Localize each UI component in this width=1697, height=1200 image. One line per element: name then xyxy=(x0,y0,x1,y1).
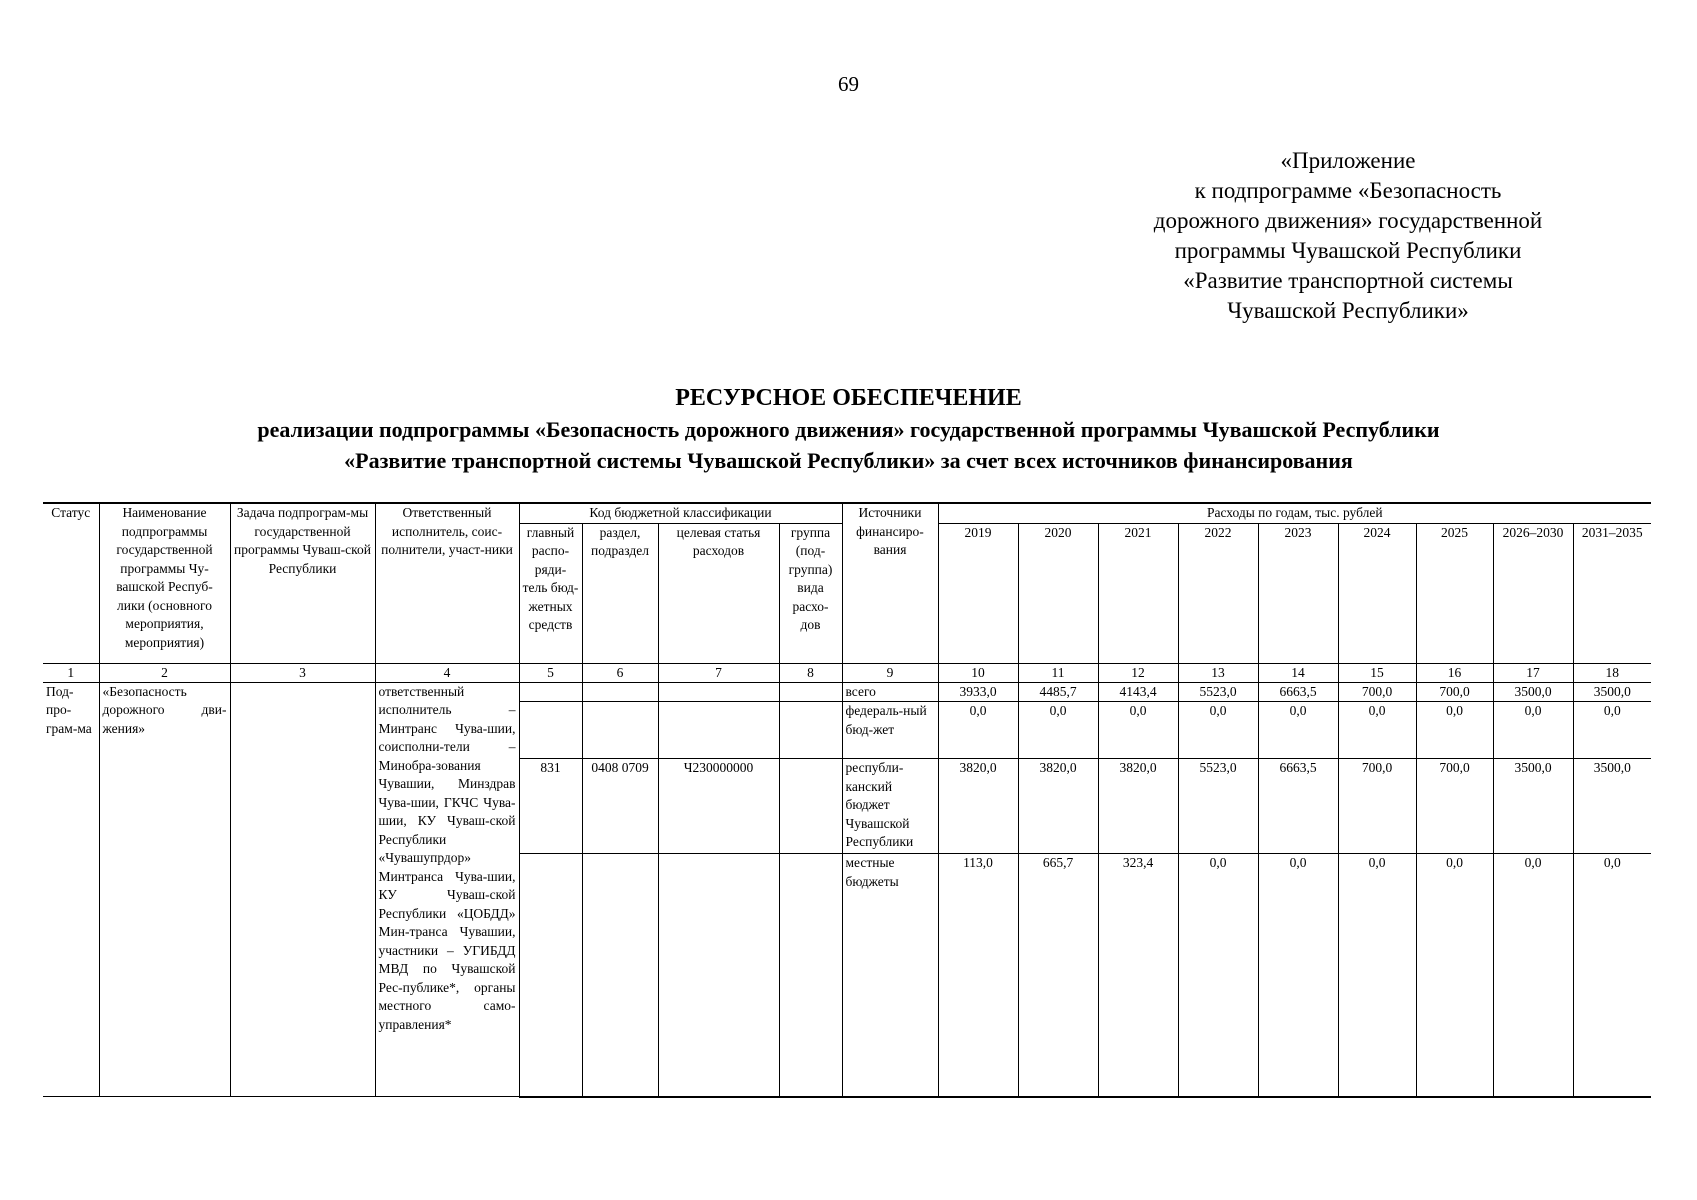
section-cell xyxy=(582,682,658,702)
column-number: 15 xyxy=(1338,663,1416,682)
column-number: 13 xyxy=(1178,663,1258,682)
section-cell: 0408 0709 xyxy=(582,759,658,854)
value-cell: 0,0 xyxy=(1178,702,1258,759)
subprogram-name: «Безопасность дорожного дви-жения» xyxy=(99,682,230,1097)
title-line: реализации подпрограммы «Безопасность дорожного движения» государственной программы Чувашской Республики xyxy=(257,417,1440,442)
value-cell: 0,0 xyxy=(1416,702,1493,759)
header-year: 2024 xyxy=(1338,523,1416,663)
value-cell: 3500,0 xyxy=(1573,682,1651,702)
table-row xyxy=(43,682,1651,702)
main-manager-cell xyxy=(519,682,582,702)
header-target-article: целевая статья расходов xyxy=(658,523,779,663)
target-article-cell xyxy=(658,682,779,702)
section-cell xyxy=(582,702,658,759)
section-cell xyxy=(582,854,658,1097)
value-cell: 0,0 xyxy=(1416,854,1493,1097)
value-cell: 3500,0 xyxy=(1573,759,1651,854)
target-article-cell: Ч230000000 xyxy=(658,759,779,854)
column-number: 18 xyxy=(1573,663,1651,682)
value-cell: 0,0 xyxy=(1573,854,1651,1097)
value-cell: 3933,0 xyxy=(938,682,1018,702)
value-cell: 700,0 xyxy=(1338,759,1416,854)
column-number: 7 xyxy=(658,663,779,682)
value-cell: 113,0 xyxy=(938,854,1018,1097)
column-number: 6 xyxy=(582,663,658,682)
value-cell: 0,0 xyxy=(1493,854,1573,1097)
header-year: 2020 xyxy=(1018,523,1098,663)
expense-group-cell xyxy=(779,854,842,1097)
appendix-line: к подпрограмме «Безопасность xyxy=(1194,178,1502,203)
column-number: 2 xyxy=(99,663,230,682)
header-executor: Ответственный исполнитель, соис-полнители, участ-ники xyxy=(375,503,519,663)
value-cell: 3820,0 xyxy=(1098,759,1178,854)
subprogram-status: Под-про-грам-ма xyxy=(43,682,99,1097)
main-manager-cell xyxy=(519,854,582,1097)
page-number: 69 xyxy=(838,72,859,96)
header-expenses-by-year: Расходы по годам, тыс. рублей xyxy=(938,503,1651,523)
value-cell: 4485,7 xyxy=(1018,682,1098,702)
value-cell: 0,0 xyxy=(1338,702,1416,759)
value-cell: 665,7 xyxy=(1018,854,1098,1097)
header-year: 2026–2030 xyxy=(1493,523,1573,663)
value-cell: 0,0 xyxy=(1178,854,1258,1097)
expense-group-cell xyxy=(779,759,842,854)
value-cell: 6663,5 xyxy=(1258,682,1338,702)
column-number: 17 xyxy=(1493,663,1573,682)
value-cell: 0,0 xyxy=(1493,702,1573,759)
header-year: 2023 xyxy=(1258,523,1338,663)
appendix-line: программы Чувашской Республики xyxy=(1174,238,1522,263)
column-number: 14 xyxy=(1258,663,1338,682)
value-cell: 5523,0 xyxy=(1178,682,1258,702)
column-number: 3 xyxy=(230,663,375,682)
header-year: 2019 xyxy=(938,523,1018,663)
value-cell: 5523,0 xyxy=(1178,759,1258,854)
main-manager-cell xyxy=(519,702,582,759)
funding-source-cell: федераль-ный бюд-жет xyxy=(842,702,938,759)
funding-source-cell: местные бюджеты xyxy=(842,854,938,1097)
column-number: 5 xyxy=(519,663,582,682)
value-cell: 0,0 xyxy=(1338,854,1416,1097)
value-cell: 3500,0 xyxy=(1493,682,1573,702)
header-task: Задача подпрограм-мы государственной программы Чуваш-ской Республики xyxy=(230,503,375,663)
value-cell: 323,4 xyxy=(1098,854,1178,1097)
value-cell: 3820,0 xyxy=(1018,759,1098,854)
column-number: 16 xyxy=(1416,663,1493,682)
column-number: 10 xyxy=(938,663,1018,682)
title-line: «Развитие транспортной системы Чувашской Республики» за счет всех источников финансирования xyxy=(344,448,1353,473)
value-cell: 700,0 xyxy=(1416,682,1493,702)
title-main: РЕСУРСНОЕ ОБЕСПЕЧЕНИЕ xyxy=(675,385,1022,411)
appendix-line: дорожного движения» государственной xyxy=(1153,208,1543,233)
column-number-row xyxy=(43,663,1651,682)
column-number: 9 xyxy=(842,663,938,682)
header-name: Наименование подпрограммы государственной программы Чу-вашской Респуб-лики (основного мероприятия, мероприятия) xyxy=(99,503,230,663)
column-number: 8 xyxy=(779,663,842,682)
column-number: 12 xyxy=(1098,663,1178,682)
subprogram-executor: ответственный исполнитель – Минтранс Чува-шии, соисполни-тели – Минобра-зования Чувашии, Минздрав Чува-шии, ГКЧС Чува-шии, КУ Чуваш-ской Республики «Чувашупрдор» Минтранса Чува-шии, КУ Чуваш-ской Республики «ЦОБДД» Мин-транса Чувашии, участники – УГИБДД МВД по Чувашской Рес-публике*, органы местного само-управления* xyxy=(375,682,519,1097)
header-status: Статус xyxy=(43,503,99,663)
appendix-line: «Приложение xyxy=(1280,148,1416,173)
target-article-cell xyxy=(658,854,779,1097)
header-year: 2021 xyxy=(1098,523,1178,663)
document-title xyxy=(0,382,1697,476)
header-funding-sources: Источники финансиро-вания xyxy=(842,503,938,663)
subprogram-task xyxy=(230,682,375,1097)
value-cell: 3500,0 xyxy=(1493,759,1573,854)
value-cell: 700,0 xyxy=(1416,759,1493,854)
main-manager-cell: 831 xyxy=(519,759,582,854)
value-cell: 6663,5 xyxy=(1258,759,1338,854)
target-article-cell xyxy=(658,702,779,759)
expense-group-cell xyxy=(779,702,842,759)
header-budget-code: Код бюджетной классификации xyxy=(519,503,842,523)
value-cell: 0,0 xyxy=(1098,702,1178,759)
value-cell: 0,0 xyxy=(1573,702,1651,759)
header-section: раздел, подраздел xyxy=(582,523,658,663)
header-expense-group: группа (под-группа) вида расхо-дов xyxy=(779,523,842,663)
column-number: 11 xyxy=(1018,663,1098,682)
header-year: 2025 xyxy=(1416,523,1493,663)
value-cell: 700,0 xyxy=(1338,682,1416,702)
appendix-line: «Развитие транспортной системы xyxy=(1183,268,1513,293)
header-year: 2031–2035 xyxy=(1573,523,1651,663)
value-cell: 0,0 xyxy=(1018,702,1098,759)
value-cell: 0,0 xyxy=(1258,854,1338,1097)
resource-table xyxy=(43,502,1651,1098)
header-year: 2022 xyxy=(1178,523,1258,663)
header-main-manager: главный распо-ряди-тель бюд-жетных средств xyxy=(519,523,582,663)
value-cell: 4143,4 xyxy=(1098,682,1178,702)
value-cell: 0,0 xyxy=(938,702,1018,759)
column-number: 4 xyxy=(375,663,519,682)
appendix-note xyxy=(1118,146,1578,326)
value-cell: 0,0 xyxy=(1258,702,1338,759)
funding-source-cell: республи-канский бюджет Чувашской Республики xyxy=(842,759,938,854)
value-cell: 3820,0 xyxy=(938,759,1018,854)
appendix-line: Чувашской Республики» xyxy=(1227,298,1469,323)
funding-source-cell: всего xyxy=(842,682,938,702)
expense-group-cell xyxy=(779,682,842,702)
column-number: 1 xyxy=(43,663,99,682)
